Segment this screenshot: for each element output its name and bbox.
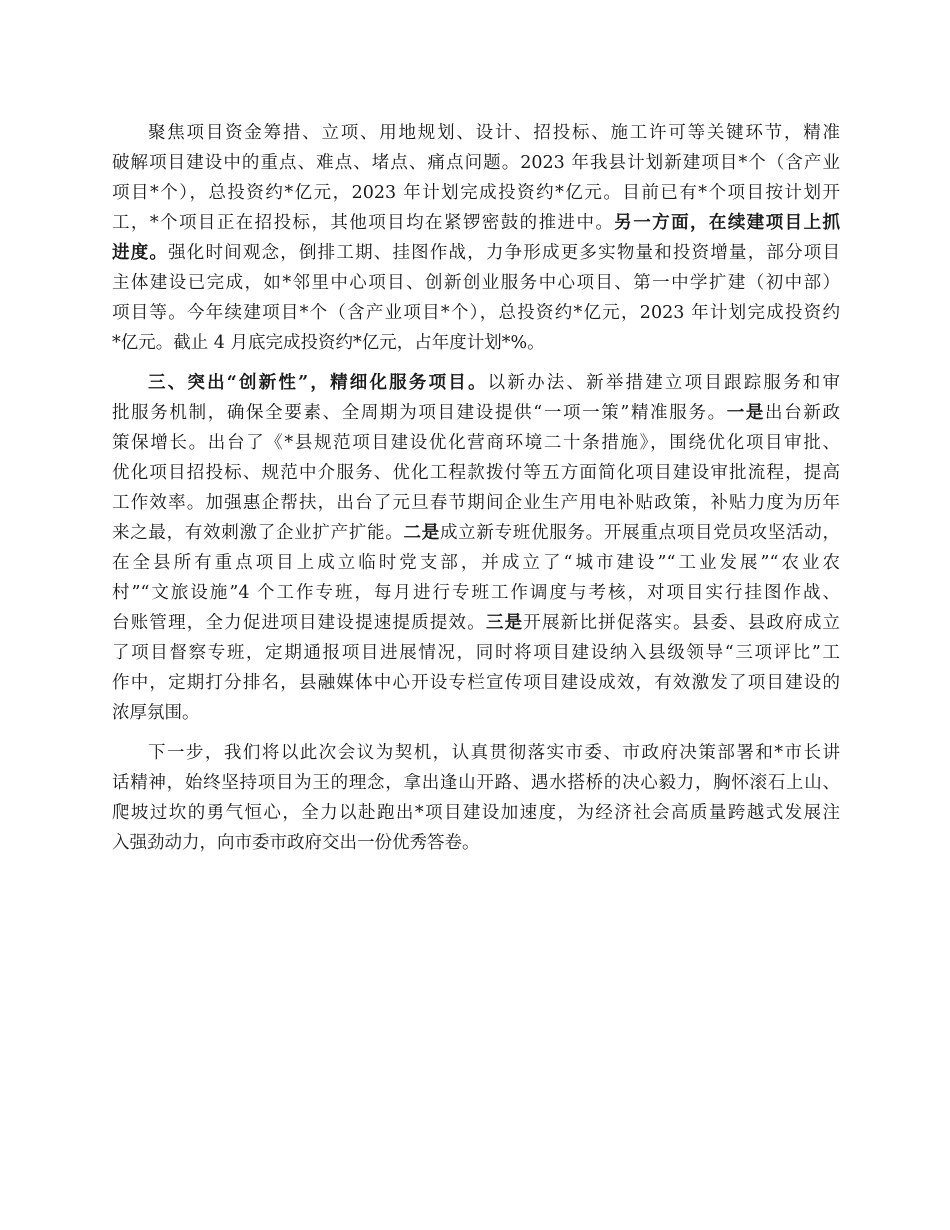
- text-run: 批服务机制，确保全要素、全周期为项目建设提供“一项一策”精准服务。: [112, 403, 727, 423]
- text-run: 成立新专班优服务。开展重点项目党员攻坚活动，: [439, 523, 840, 543]
- text-line: [112, 798, 840, 828]
- text-run: 爬坡过坎的勇气恒心，全力以赴跑出*项目建设加速度，为经济社会高质量跨越式发展注: [112, 803, 840, 823]
- text-run: 以新办法、新举措建立项目跟踪服务和审: [487, 373, 840, 393]
- bold-text-run: 另一方面，在续建项目上抓: [614, 213, 840, 233]
- bold-text-run: 二是: [403, 523, 440, 543]
- paragraph-next-steps: [112, 738, 840, 858]
- document-body: [112, 118, 840, 858]
- text-line: [112, 578, 840, 608]
- text-line: [112, 828, 840, 858]
- text-line: [112, 208, 840, 238]
- text-run: 了项目督察专班，定期通报项目进展情况，同时将项目建设纳入县级领导“三项评比”工: [112, 643, 840, 663]
- text-run: 在全县所有重点项目上成立临时党支部，并成立了“城市建设”“工业发展”“农业农: [112, 553, 840, 573]
- text-line: [112, 638, 840, 668]
- text-line: [112, 488, 840, 518]
- text-run: 出台新政: [765, 403, 840, 423]
- text-line: [112, 238, 840, 268]
- text-run: 浓厚氛围。: [112, 703, 200, 723]
- text-line: [112, 668, 840, 698]
- text-line: [112, 518, 840, 548]
- text-run: 项目*个），总投资约*亿元，2023 年计划完成投资约*亿元。目前已有*个项目按计划开: [112, 183, 840, 203]
- text-run: 聚焦项目资金筹措、立项、用地规划、设计、招投标、施工许可等关键环节，精准: [148, 123, 840, 143]
- bold-text-run: 进度。: [112, 243, 169, 263]
- text-line: [112, 738, 840, 768]
- text-run: *亿元。截止 4 月底完成投资约*亿元，占年度计划*%。: [112, 333, 545, 353]
- text-line: [112, 428, 840, 458]
- text-line: [112, 768, 840, 798]
- text-line: [112, 148, 840, 178]
- text-run: 优化项目招投标、规范中介服务、优化工程款拨付等五方面简化项目建设审批流程，提高: [112, 463, 840, 483]
- bold-text-run: 三是: [485, 613, 524, 633]
- bold-text-run: 一是: [726, 403, 766, 423]
- text-run: 台账管理，全力促进项目建设提速提质提效。: [112, 613, 486, 633]
- text-run: 作中，定期打分排名，县融媒体中心开设专栏宣传项目建设成效，有效激发了项目建设的: [112, 673, 840, 693]
- text-run: 入强劲动力，向市委市政府交出一份优秀答卷。: [112, 833, 480, 853]
- paragraph-innovation-service: [112, 368, 840, 728]
- text-run: 破解项目建设中的重点、难点、堵点、痛点问题。2023 年我县计划新建项目*个（含产业: [112, 153, 840, 173]
- text-run: 策保增长。出台了《*县规范项目建设优化营商环境二十条措施》，围绕优化项目审批、: [112, 433, 840, 453]
- text-run: 工作效率。加强惠企帮扶，出台了元旦春节期间企业生产用电补贴政策，补贴力度为历年: [112, 493, 840, 513]
- text-line: [112, 118, 840, 148]
- text-run: 主体建设已完成，如*邻里中心项目、创新创业服务中心项目、第一中学扩建（初中部）: [112, 273, 840, 293]
- text-line: [112, 608, 840, 638]
- text-run: 项目等。今年续建项目*个（含产业项目*个），总投资约*亿元，2023 年计划完成投资约: [112, 303, 840, 323]
- paragraph-project-funding: [112, 118, 840, 358]
- section-heading: 三、突出“创新性”，精细化服务项目。: [148, 373, 488, 393]
- text-line: [112, 298, 840, 328]
- text-run: 下一步，我们将以此次会议为契机，认真贯彻落实市委、市政府决策部署和*市长讲: [148, 743, 840, 763]
- text-line: [112, 328, 840, 358]
- text-line: [112, 178, 840, 208]
- text-run: 开展新比拼促落实。县委、县政府成立: [523, 613, 840, 633]
- text-line: [112, 548, 840, 578]
- text-run: 工，*个项目正在招投标，其他项目均在紧锣密鼓的推进中。: [112, 213, 615, 233]
- text-line: [112, 368, 840, 398]
- text-run: 来之最，有效刺激了企业扩产扩能。: [112, 523, 404, 543]
- text-run: 强化时间观念，倒排工期、挂图作战，力争形成更多实物量和投资增量，部分项目: [168, 243, 840, 263]
- text-line: [112, 458, 840, 488]
- text-line: [112, 398, 840, 428]
- text-line: [112, 268, 840, 298]
- text-run: 话精神，始终坚持项目为王的理念，拿出逢山开路、遇水搭桥的决心毅力，胸怀滚石上山、: [112, 773, 840, 793]
- text-line: [112, 698, 840, 728]
- text-run: 村”“文旅设施”4 个工作专班，每月进行专班工作调度与考核，对项目实行挂图作战、: [112, 583, 840, 603]
